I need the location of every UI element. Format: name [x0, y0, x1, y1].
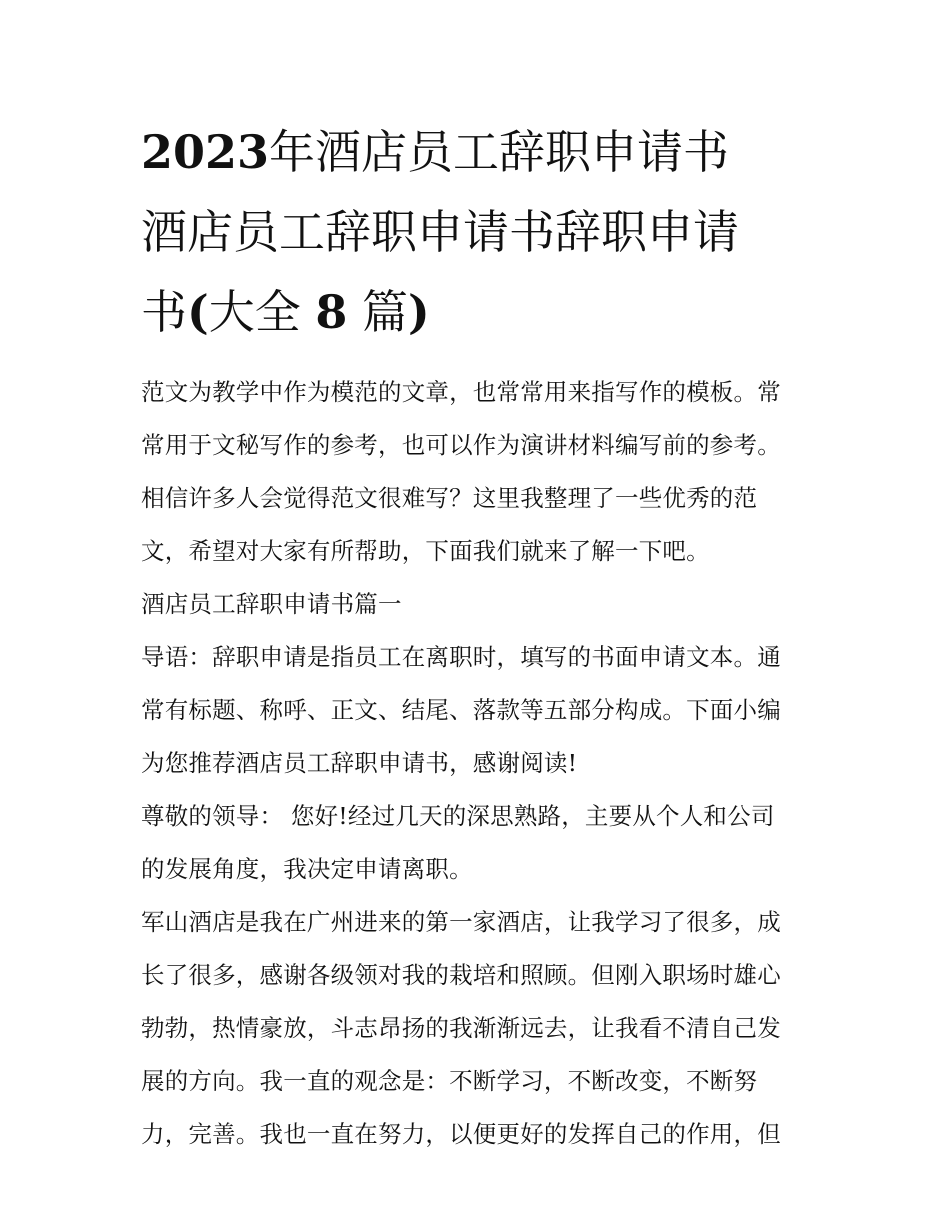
paragraph-line: 为您推荐酒店员工辞职申请书，感谢阅读!	[141, 749, 578, 777]
title-line-1	[141, 112, 813, 192]
title-open-paren: (	[187, 285, 209, 339]
section-heading	[141, 578, 813, 631]
paragraph-line: 文，希望对大家有所帮助，下面我们就来了解一下吧。	[141, 537, 710, 565]
section-heading-text: 酒店员工辞职申请书篇一	[141, 590, 402, 618]
intro-paragraph	[141, 366, 813, 578]
salutation-paragraph	[141, 790, 813, 896]
paragraph-line: 军山酒店是我在广州进来的第一家酒店，让我学习了很多，成	[141, 908, 781, 936]
paragraph-line: 尊敬的领导： 您好!经过几天的深思熟路，主要从个人和公司	[141, 802, 775, 830]
paragraph-line: 的发展角度，我决定申请离职。	[141, 855, 473, 883]
paragraph-line: 常用于文秘写作的参考，也可以作为演讲材料编写前的参考。	[141, 431, 781, 459]
paragraph-line: 长了很多，感谢各级领对我的栽培和照顾。但刚入职场时雄心	[141, 961, 781, 989]
title-line-2: 酒店员工辞职申请书辞职申请	[141, 205, 739, 259]
paragraph-line: 范文为教学中作为模范的文章，也常常用来指写作的模板。常	[141, 378, 781, 406]
paragraph-line: 力，完善。我也一直在努力，以便更好的发挥自己的作用，但	[141, 1120, 781, 1148]
paragraph-line: 常有标题、称呼、正文、结尾、落款等五部分构成。下面小编	[141, 696, 781, 724]
paragraph-line: 展的方向。我一直的观念是：不断学习，不断改变，不断努	[141, 1067, 758, 1095]
title-line-3	[141, 272, 813, 352]
document-body	[141, 112, 813, 1161]
title-close-paren: )	[408, 285, 430, 339]
title-line-3-prefix: 书	[141, 285, 187, 339]
title-line-3-end: 篇	[362, 285, 409, 339]
title-line-1-text: 年酒店员工辞职申请书	[269, 125, 730, 179]
paragraph-line: 相信许多人会觉得范文很难写？这里我整理了一些优秀的范	[141, 484, 758, 512]
title-count: 8	[315, 285, 348, 339]
document-title	[141, 112, 813, 352]
title-year: 2023	[141, 125, 270, 179]
body-paragraph	[141, 896, 813, 1161]
paragraph-line: 导语：辞职申请是指员工在离职时，填写的书面申请文本。通	[141, 643, 781, 671]
guide-paragraph	[141, 631, 813, 790]
title-line-3-mid: 大全	[208, 285, 301, 339]
paragraph-line: 勃勃，热情豪放，斗志昂扬的我渐渐远去，让我看不清自己发	[141, 1014, 781, 1042]
